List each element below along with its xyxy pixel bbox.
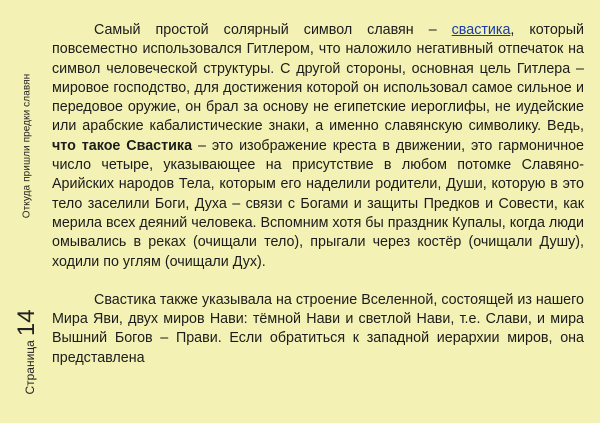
page-number-label <box>13 309 41 394</box>
bold-phrase: что такое Свастика <box>52 137 193 154</box>
page-word: Страница <box>23 340 37 395</box>
body-text <box>52 21 584 368</box>
paragraph-1-text-b: , который повсеместно использовался Гитлером, что наложило негативный отпечаток на символ человеческой структуры. С другой стороны, основная цель Гитлера – мировое господство, для достижения которой он использовал самое сильное и передовое оружие, он брал за основу не египетские иероглифы, не иудейские или арабские кабалистические знаки, а именно славянскую символику. Ведь, <box>52 22 584 135</box>
side-margin <box>2 0 52 423</box>
paragraph-1-text-c: – это изображение креста в движении, это гармоничное число четыре, указывающее на присутствие в любом потомке Славяно-Арийских народов Тела, которым его наделили родители, Души, которую в это тело заселили Боги, Духа – связи с Богами и защиты Предков и Совести, как мерила всех деяний человека. Вспомним хотя бы праздник Купалы, когда люди омывались в реках (очищали тело), прыгали через костёр (очищали Душу), ходили по углям (очищали Дух). <box>52 137 584 270</box>
book-title-caption: Откуда пришли предки славян <box>21 73 33 219</box>
page-number: 14 <box>13 309 40 337</box>
paragraph-1 <box>52 21 584 272</box>
paragraph-1-text-a: Самый простой солярный символ славян – <box>94 22 452 38</box>
swastika-link[interactable]: свастика <box>451 22 511 38</box>
paragraph-2: Свастика также указывала на строение Вселенной, состоящей из нашего Мира Яви, двух миров Нави: тёмной Нави и светлой Нави, т.е. Слави, и мира Вышний Богов – Прави. Если обратиться к западной иерархии миров, она представлена <box>52 291 584 366</box>
